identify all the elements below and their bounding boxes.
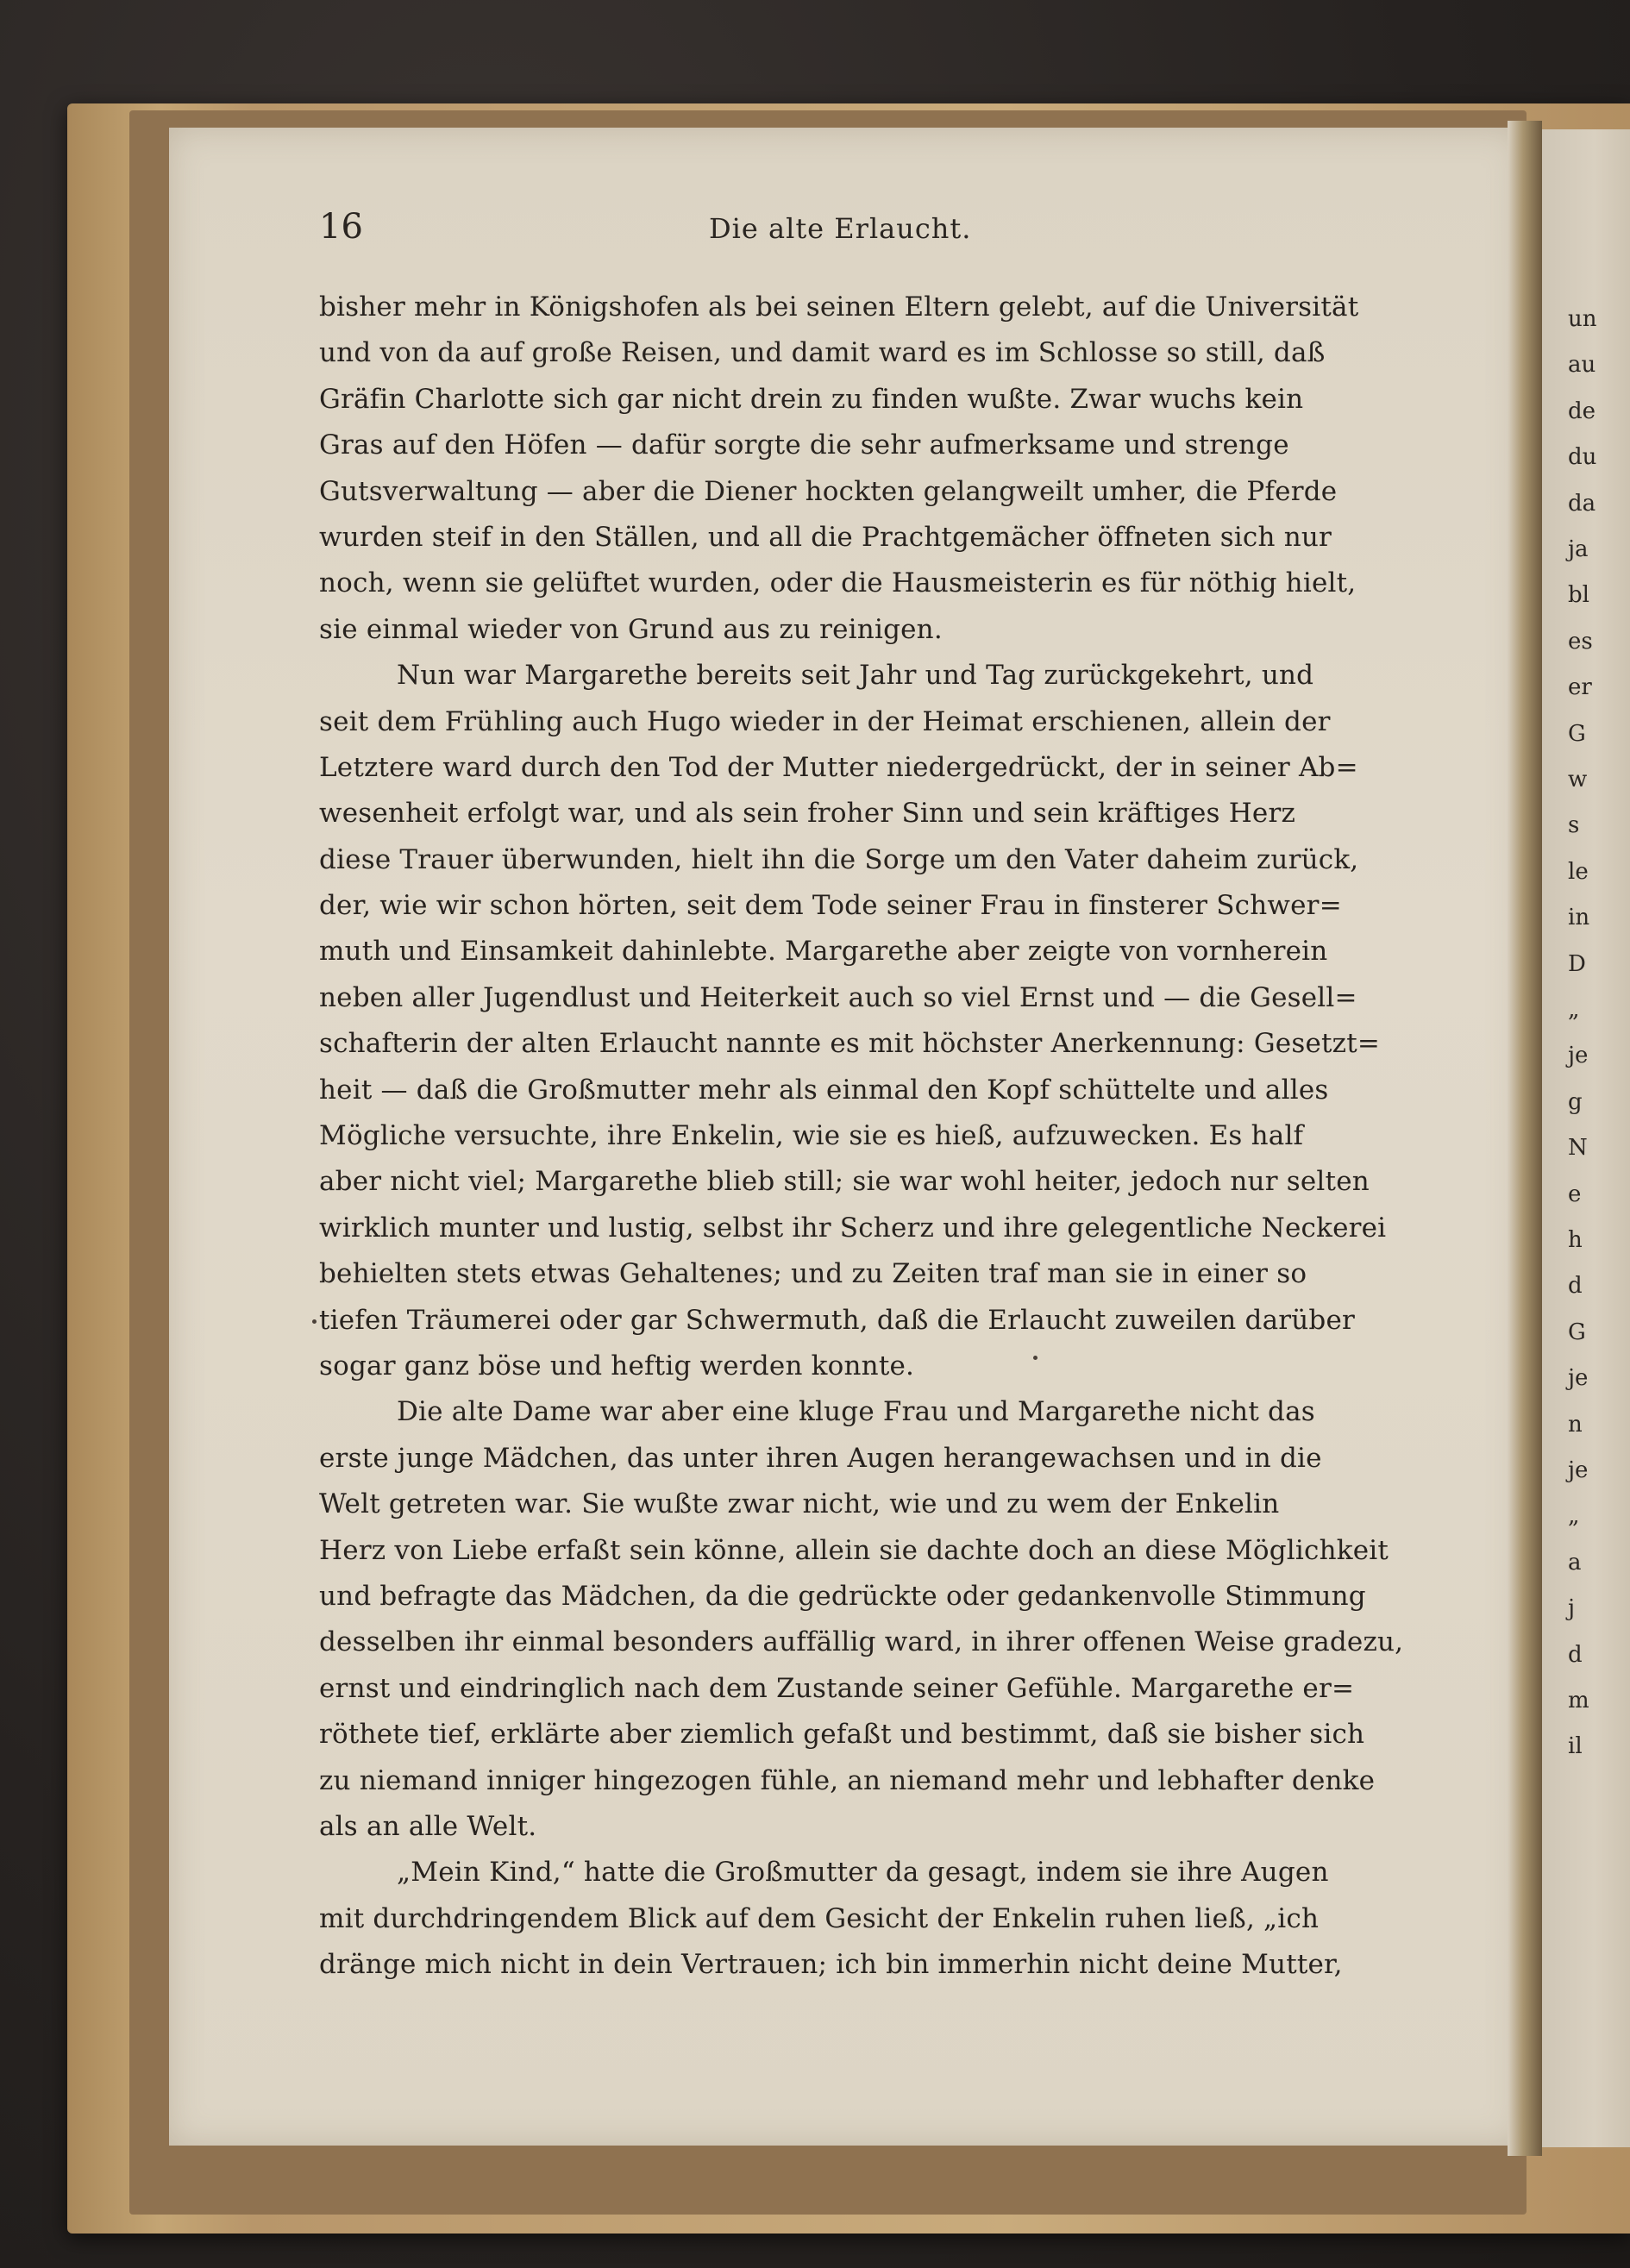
text-line: und von da auf große Reisen, und damit ward es im Schlosse so still, daß	[319, 337, 1326, 369]
text-line: behielten stets etwas Gehaltenes; und zu Zeiten traf man sie in einer so	[319, 1258, 1307, 1290]
adjacent-page-fragment: in	[1568, 905, 1590, 931]
adjacent-page-fragment: un	[1568, 306, 1597, 332]
adjacent-page-fragment: ja	[1568, 536, 1589, 562]
text-line: wirklich munter und lustig, selbst ihr Scherz und ihre gelegentliche Neckerei	[319, 1212, 1387, 1244]
adjacent-page-fragment: e	[1568, 1181, 1582, 1207]
adjacent-page-fragment: d	[1568, 1273, 1583, 1300]
text-line: bisher mehr in Königshofen als bei seinen Eltern gelebt, auf die Universität	[319, 291, 1359, 323]
adjacent-page-fragment: s	[1568, 812, 1580, 839]
text-line: neben aller Jugendlust und Heiterkeit auch so viel Ernst und — die Gesell=	[319, 981, 1357, 1013]
adjacent-page-fragment: g	[1568, 1088, 1583, 1115]
adjacent-page-fragment: es	[1568, 628, 1593, 655]
text-line: wesenheit erfolgt war, und als sein froher Sinn und sein kräftiges Herz	[319, 798, 1296, 830]
text-line: heit — daß die Großmutter mehr als einmal den Kopf schüttelte und alles	[319, 1074, 1329, 1106]
text-line: Gutsverwaltung — aber die Diener hockten gelangweilt umher, die Pferde	[319, 475, 1338, 507]
adjacent-page-fragment: G	[1568, 720, 1586, 747]
text-line: der, wie wir schon hörten, seit dem Tode seiner Frau in finsterer Schwer=	[319, 890, 1342, 922]
text-line: Mögliche versuchte, ihre Enkelin, wie sie es hieß, aufzuwecken. Es half	[319, 1120, 1304, 1152]
adjacent-page-fragment: G	[1568, 1319, 1586, 1345]
adjacent-page-fragment: je	[1568, 1043, 1589, 1069]
adjacent-page-fragment: „	[1568, 997, 1580, 1023]
adjacent-page-fragment: le	[1568, 858, 1589, 885]
page-number: 16	[319, 207, 363, 247]
paper-speck	[1033, 1356, 1038, 1360]
text-line: Gras auf den Höfen — dafür sorgte die sehr aufmerksame und strenge	[319, 429, 1289, 461]
text-line: dränge mich nicht in dein Vertrauen; ich bin immerhin nicht deine Mutter,	[319, 1949, 1343, 1981]
text-line: wurden steif in den Ställen, und all die Prachtgemächer öffneten sich nur	[319, 521, 1332, 553]
book-gutter	[1508, 121, 1542, 2156]
text-line: seit dem Frühling auch Hugo wieder in der Heimat erschienen, allein der	[319, 705, 1331, 737]
adjacent-page-fragment: n	[1568, 1411, 1583, 1438]
running-head: Die alte Erlaucht.	[709, 212, 972, 245]
paragraph-start-line: „Mein Kind,“ hatte die Großmutter da gesagt, indem sie ihre Augen	[397, 1857, 1329, 1889]
text-line: Welt getreten war. Sie wußte zwar nicht, wie und zu wem der Enkelin	[319, 1488, 1280, 1520]
text-line: diese Trauer überwunden, hielt ihn die Sorge um den Vater daheim zurück,	[319, 843, 1359, 875]
paper-speck	[312, 1319, 317, 1324]
text-line: erste junge Mädchen, das unter ihren Augen herangewachsen und in die	[319, 1442, 1322, 1474]
adjacent-page-fragment: N	[1568, 1135, 1588, 1162]
text-line: desselben ihr einmal besonders auffällig ward, in ihrer offenen Weise gradezu,	[319, 1626, 1404, 1658]
adjacent-page-fragment: il	[1568, 1733, 1583, 1760]
adjacent-page-fragment: de	[1568, 398, 1596, 424]
adjacent-page-fragment: h	[1568, 1227, 1583, 1253]
text-line: tiefen Träumerei oder gar Schwermuth, daß die Erlaucht zuweilen darüber	[319, 1304, 1356, 1336]
adjacent-page-fragment: a	[1568, 1549, 1582, 1576]
adjacent-page-fragment: da	[1568, 490, 1596, 517]
adjacent-page-fragment: d	[1568, 1641, 1583, 1668]
text-line: Letztere ward durch den Tod der Mutter niedergedrückt, der in seiner Ab=	[319, 751, 1358, 783]
body-text	[319, 285, 1404, 1988]
adjacent-page-fragment: w	[1568, 767, 1588, 793]
adjacent-page-fragment: „	[1568, 1503, 1580, 1530]
adjacent-page-fragment: D	[1568, 950, 1586, 977]
text-line: und befragte das Mädchen, da die gedrückte oder gedankenvolle Stimmung	[319, 1580, 1366, 1612]
text-line: noch, wenn sie gelüftet wurden, oder die Hausmeisterin es für nöthig hielt,	[319, 567, 1357, 599]
adjacent-page-edge	[1542, 129, 1630, 2147]
adjacent-page-fragment: je	[1568, 1365, 1589, 1392]
text-line: aber nicht viel; Margarethe blieb still; sie war wohl heiter, jedoch nur selten	[319, 1166, 1370, 1198]
page-header	[319, 207, 1509, 259]
text-line: sogar ganz böse und heftig werden konnte.	[319, 1350, 915, 1381]
text-line: röthete tief, erklärte aber ziemlich gefaßt und bestimmt, daß sie bisher sich	[319, 1719, 1365, 1751]
adjacent-page-fragment: m	[1568, 1688, 1589, 1714]
text-line: Gräfin Charlotte sich gar nicht drein zu finden wußte. Zwar wuchs kein	[319, 383, 1304, 415]
text-line: mit durchdringendem Blick auf dem Gesicht der Enkelin ruhen ließ, „ich	[319, 1902, 1320, 1934]
text-line: muth und Einsamkeit dahinlebte. Margarethe aber zeigte von vornherein	[319, 936, 1328, 968]
paragraph-start-line: Die alte Dame war aber eine kluge Frau und Margarethe nicht das	[397, 1396, 1315, 1428]
adjacent-page-fragment: au	[1568, 352, 1596, 379]
text-line: Herz von Liebe erfaßt sein könne, allein sie dachte doch an diese Möglichkeit	[319, 1534, 1389, 1566]
text-line: sie einmal wieder von Grund aus zu reinigen.	[319, 613, 943, 645]
text-line: schafterin der alten Erlaucht nannte es mit höchster Anerkennung: Gesetzt=	[319, 1028, 1381, 1060]
paragraph-start-line: Nun war Margarethe bereits seit Jahr und Tag zurückgekehrt, und	[397, 660, 1314, 692]
text-line: zu niemand inniger hingezogen fühle, an niemand mehr und lebhafter denke	[319, 1764, 1376, 1796]
text-line: ernst und eindringlich nach dem Zustande seiner Gefühle. Margarethe er=	[319, 1672, 1355, 1704]
adjacent-page-fragment: du	[1568, 444, 1597, 471]
adjacent-page-fragment: j	[1568, 1595, 1576, 1622]
adjacent-page-fragment: je	[1568, 1457, 1589, 1483]
adjacent-page-fragment: er	[1568, 674, 1592, 701]
adjacent-page-fragment: bl	[1568, 582, 1589, 609]
text-line: als an alle Welt.	[319, 1810, 537, 1842]
